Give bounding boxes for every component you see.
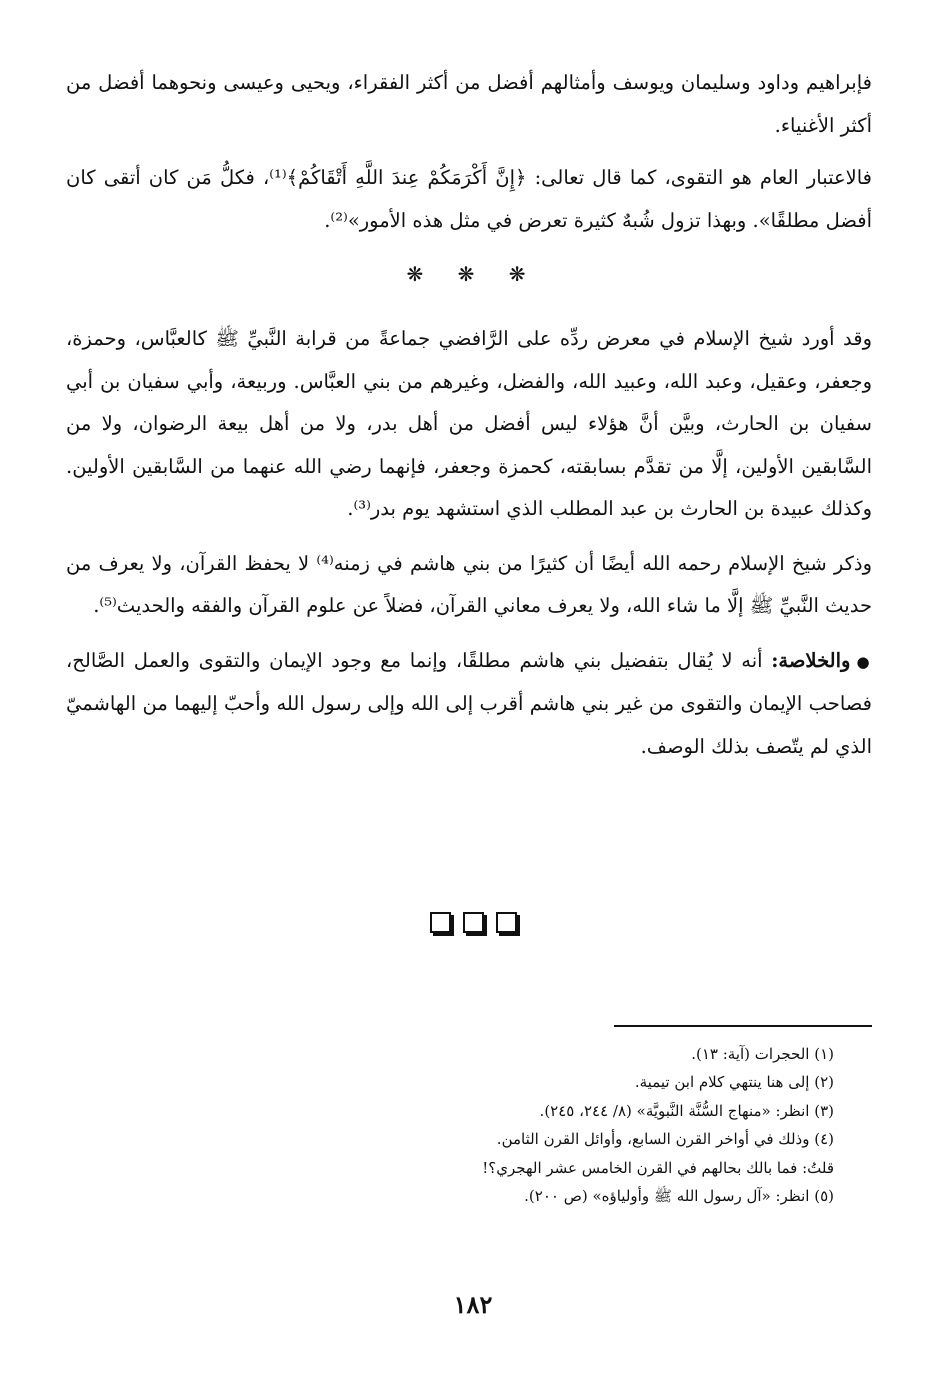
conclusion-body: أنه لا يُقال بتفضيل بني هاشم مطلقًا، وإنما مع وجود الإيمان والتقوى والعمل الصَّالح، فصاحب الإيمان والتقوى من غير بني هاشم أقرب إلى الله وإلى رسول الله وأحبّ إليهما من الهاشميّ الذي لم يتّصف بذلك الوصف. (66, 648, 872, 758)
bullet-icon: ● (856, 652, 872, 671)
footnote-4: (٤) وذلك في أواخر القرن السابع، وأوائل القرن الثامن. (496, 1130, 834, 1149)
page-number: ١٨٢ (453, 1290, 493, 1319)
square-ornament-icon (496, 912, 517, 933)
end-of-section-ornament (0, 912, 946, 933)
footnote-4-comment: قلتُ: فما بالك بحالهم في القرن الخامس عشر الهجري؟! (482, 1158, 834, 1177)
paragraph-2: فالاعتبار العام هو التقوى، كما قال تعالى: ﴿إِنَّ أَكْرَمَكُمْ عِندَ اللَّهِ أَتْقَاكُمْ﴾⁽¹⁾، فكلُّ مَن كان أتقى كان أفضل مطلقًا». وبهذا تزول شُبهٌ كثيرة تعرض في مثل هذه الأمور»⁽²⁾. (66, 166, 872, 232)
main-text (66, 62, 872, 242)
footnote-1: (١) الحجرات (آية: ١٣). (691, 1045, 834, 1063)
paragraph-conclusion (66, 640, 872, 769)
paragraph-1: فإبراهيم وداود وسليمان ويوسف وأمثالهم أفضل من أكثر الفقراء، ويحيى وعيسى ونحوهما أفضل من أكثر الأغنياء. (66, 71, 872, 137)
paragraph-3: وقد أورد شيخ الإسلام في معرض ردِّه على الرَّافضي جماعةً من قرابة النَّبيِّ ﷺ كالعبَّاس، وحمزة، وجعفر، وعقيل، وعبد الله، وعبيد الله، والفضل، وغيرهم من بني العبَّاس. وربيعة، وأبي سفيان بن أبي سفيان بن الحارث، وبيَّن أنَّ هؤلاء ليس أفضل من أهل بدر، ولا من أهل بيعة الرضوان، ولا من السَّابقين الأولين، إلَّا من تقدَّم بسابقته، كحمزة وجعفر، فإنهما رضي الله عنهما من السَّابقين الأولين. وكذلك عبيدة بن الحارث بن عبد المطلب الذي استشهد يوم بدر⁽³⁾. (66, 327, 872, 520)
footnote-divider (614, 1025, 872, 1027)
footnotes (274, 1040, 834, 1210)
footnote-3: (٣) انظر: «منهاج السُّنَّة النَّبويَّة» (٨/ ٢٤٤، ٢٤٥). (539, 1101, 834, 1120)
footnote-2: (٢) إلى هنا ينتهي كلام ابن تيمية. (634, 1073, 834, 1092)
footnote-5: (٥) انظر: «آل رسول الله ﷺ وأولياؤه» (ص ٢٠٠). (524, 1187, 834, 1206)
conclusion-lead: والخلاصة: (771, 648, 851, 672)
square-ornament-icon (463, 912, 484, 933)
main-text-continued (66, 318, 872, 768)
paragraph-4: وذكر شيخ الإسلام رحمه الله أيضًا أن كثيرًا من بني هاشم في زمنه⁽⁴⁾ لا يحفظ القرآن، ولا يعرف من حديث النَّبيِّ ﷺ إلَّا ما شاء الله، ولا يعرف معاني القرآن، فضلاً عن علوم القرآن والفقه والحديث⁽⁵⁾. (66, 551, 873, 617)
section-separator: ❋ ❋ ❋ (406, 262, 540, 286)
square-ornament-icon (430, 912, 451, 933)
